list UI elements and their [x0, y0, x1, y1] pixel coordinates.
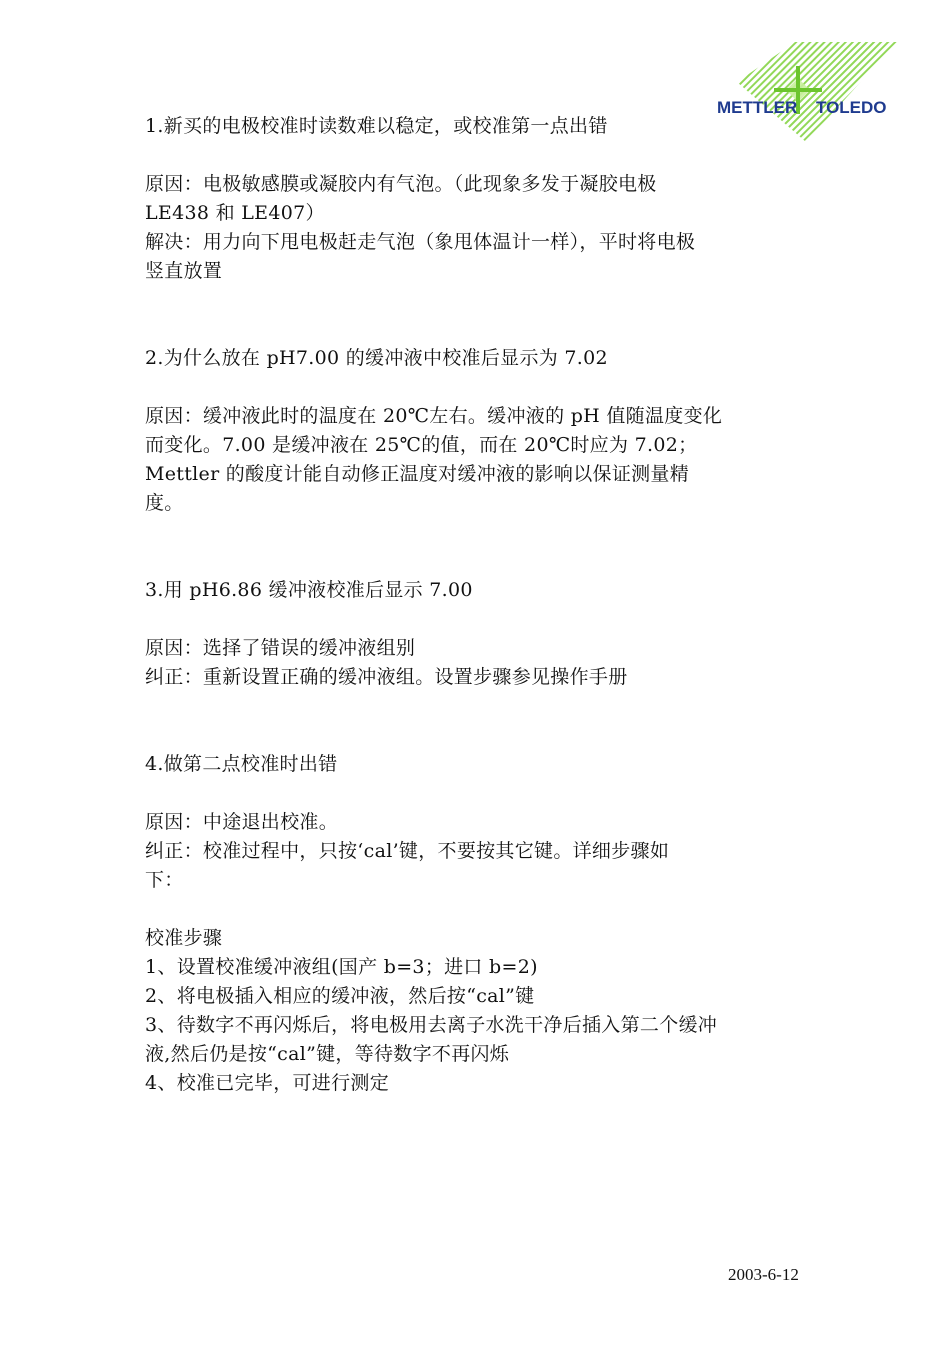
section-2-cause-line-4: 度。: [145, 492, 184, 514]
section-4: [145, 750, 815, 895]
section-1: [145, 112, 815, 286]
section-1-title: 1.新买的电极校准时读数难以稳定，或校准第一点出错: [145, 115, 608, 137]
section-3: [145, 576, 815, 692]
step-3-line-1: 3、待数字不再闪烁后，将电极用去离子水洗干净后插入第二个缓冲: [145, 1014, 718, 1036]
logo-text-right: TOLEDO: [816, 98, 887, 117]
section-3-title: 3.用 pH6.86 缓冲液校准后显示 7.00: [145, 579, 473, 601]
step-2: 2、将电极插入相应的缓冲液，然后按“cal”键: [145, 985, 535, 1007]
section-4-title: 4.做第二点校准时出错: [145, 753, 338, 775]
section-2-title: 2.为什么放在 pH7.00 的缓冲液中校准后显示为 7.02: [145, 347, 608, 369]
step-4: 4、校准已完毕，可进行测定: [145, 1072, 389, 1094]
step-1: 1、设置校准缓冲液组(国产 b=3；进口 b=2): [145, 956, 538, 978]
steps-heading: 校准步骤: [145, 927, 223, 949]
section-2-cause-line-2: 而变化。7.00 是缓冲液在 25℃的值，而在 20℃时应为 7.02；: [145, 434, 698, 456]
section-4-cause: 原因：中途退出校准。: [145, 811, 339, 833]
section-1-cause-line-2: LE438 和 LE407）: [145, 202, 325, 224]
section-4-fix-line-2: 下：: [145, 869, 184, 891]
section-2-cause-line-1: 原因：缓冲液此时的温度在 20℃左右。缓冲液的 pH 值随温度变化: [145, 405, 723, 427]
section-3-fix: 纠正：重新设置正确的缓冲液组。设置步骤参见操作手册: [145, 666, 628, 688]
document-date: 2003-6-12: [728, 1265, 799, 1284]
section-2: [145, 344, 815, 518]
section-1-solution-line-1: 解决：用力向下甩电极赶走气泡（象甩体温计一样），平时将电极: [145, 231, 696, 253]
section-3-cause: 原因：选择了错误的缓冲液组别: [145, 637, 416, 659]
section-1-solution-line-2: 竖直放置: [145, 260, 223, 282]
step-3-line-2: 液,然后仍是按“cal”键，等待数字不再闪烁: [145, 1043, 510, 1065]
section-4-fix-line-1: 纠正：校准过程中，只按‘cal’键，不要按其它键。详细步骤如: [145, 840, 670, 862]
document-body: [145, 112, 815, 1098]
section-1-cause-line-1: 原因：电极敏感膜或凝胶内有气泡。（此现象多发于凝胶电极: [145, 173, 657, 195]
calibration-steps: [145, 924, 815, 1098]
section-2-cause-line-3: Mettler 的酸度计能自动修正温度对缓冲液的影响以保证测量精: [145, 463, 690, 485]
logo-text-left: METTLER: [717, 98, 798, 117]
